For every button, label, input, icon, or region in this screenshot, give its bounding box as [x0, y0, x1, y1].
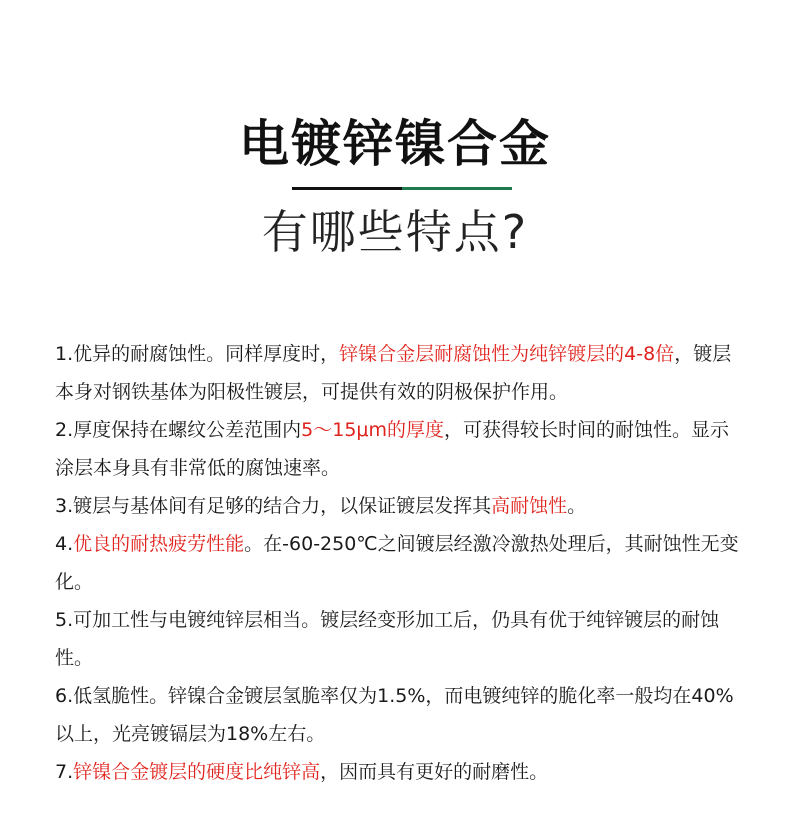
feature-text: 1.优异的耐腐蚀性。同样厚度时， — [55, 343, 340, 365]
feature-highlight: 优良的耐热疲劳性能 — [73, 533, 245, 555]
feature-text: ，可获得较长时间的耐蚀性。显示涂层本身具有非常低的腐蚀速率。 — [55, 419, 730, 479]
divider-green-segment — [402, 187, 512, 190]
feature-highlight: 锌镍合金镀层的硬度比纯锌高 — [73, 761, 321, 783]
feature-text: 6.低氢脆性。锌镍合金镀层氢脆率仅为1.5%，而电镀纯锌的脆化率一般均在40%以上，光亮镀镉层为18%左右。 — [55, 685, 734, 745]
feature-highlight: 高耐蚀性 — [491, 495, 568, 517]
feature-text: 5.可加工性与电镀纯锌层相当。镀层经变形加工后，仍具有优于纯锌镀层的耐蚀性。 — [55, 609, 720, 669]
feature-text: 。在-60-250℃之间镀层经激冷激热处理后，其耐蚀性无变化。 — [55, 533, 739, 593]
feature-item-4 — [55, 525, 745, 601]
divider-dark-segment — [292, 187, 402, 190]
feature-item-3 — [55, 487, 745, 525]
feature-list — [55, 335, 745, 791]
feature-item-6 — [55, 677, 745, 753]
feature-highlight: 锌镍合金层耐腐蚀性为纯锌镀层的4-8倍 — [339, 343, 675, 365]
feature-text: ，因而具有更好的耐磨性。 — [320, 761, 549, 783]
feature-text: ，镀层本身对钢铁基体为阳极性镀层，可提供有效的阴极保护作用。 — [55, 343, 732, 403]
feature-text: 3.镀层与基体间有足够的结合力，以保证镀层发挥其 — [55, 495, 492, 517]
feature-text: 7. — [55, 761, 74, 783]
feature-text: 。 — [567, 495, 587, 517]
feature-text: 2.厚度保持在螺纹公差范围内 — [55, 419, 302, 441]
page-subtitle: 有哪些特点? — [261, 205, 529, 259]
feature-item-5 — [55, 601, 745, 677]
title-divider — [292, 187, 512, 190]
feature-item-2 — [55, 411, 745, 487]
feature-text: 4. — [55, 533, 74, 555]
feature-item-7 — [55, 753, 745, 791]
page-title: 电镀锌镍合金 — [239, 115, 551, 173]
feature-item-1 — [55, 335, 745, 411]
feature-highlight: 5～15μm的厚度 — [301, 419, 445, 441]
